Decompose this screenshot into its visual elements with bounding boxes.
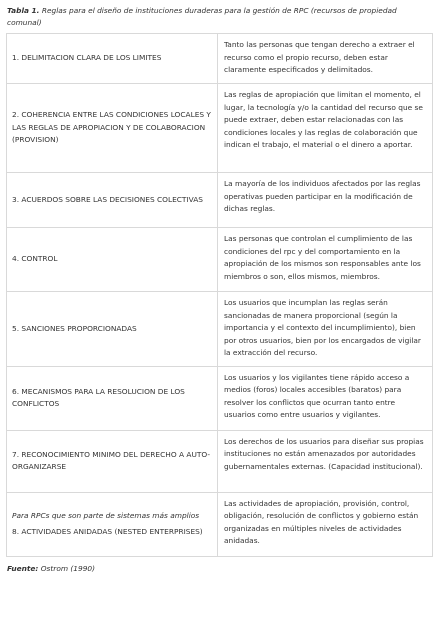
table-row — [7, 228, 433, 292]
table-row — [7, 84, 433, 173]
caption-text: Reglas para el diseño de instituciones duraderas para la gestión de RPC (recursos de propiedad comunal) — [7, 6, 397, 27]
description-text: Los usuarios y los vigilantes tiene rápido acceso a medios (foros) locales accesibles (baratos) para resolver los conflictos que ocurran tanto entre usuarios como entre usuarios y vigilantes. — [224, 372, 410, 419]
source-label: Fuente: — [7, 563, 39, 573]
principle-label: 7. RECONOCIMIENTO MINIMO DEL DERECHO A AUTO-ORGANIZARSE — [12, 449, 211, 471]
description-cell — [218, 84, 433, 173]
principle-cell — [7, 430, 218, 492]
principles-table — [6, 33, 433, 557]
table-caption — [7, 5, 432, 29]
table-row — [7, 430, 433, 492]
description-cell — [218, 430, 433, 492]
description-cell — [218, 173, 433, 228]
table-row — [7, 34, 433, 84]
principle-label: 4. CONTROL — [12, 254, 58, 264]
principle-label: 5. SANCIONES PROPORCIONADAS — [12, 323, 137, 333]
principle-label: 6. MECANISMOS PARA LA RESOLUCION DE LOS CONFLICTOS — [12, 386, 185, 408]
description-cell — [218, 292, 433, 367]
principle-label: 3. ACUERDOS SOBRE LAS DECISIONES COLECTIVAS — [12, 194, 203, 204]
table-row — [7, 173, 433, 228]
caption-label: Tabla 1. — [7, 6, 40, 15]
description-cell — [218, 366, 433, 430]
description-text: La mayoría de los individuos afectados por las reglas operativas pueden participar en la modificación de dichas reglas. — [224, 179, 421, 213]
principle-cell — [7, 228, 218, 292]
principle-label: 2. COHERENCIA ENTRE LAS CONDICIONES LOCALES Y LAS REGLAS DE APROPIACION Y DE COLABORACION (PROVISION) — [12, 110, 211, 145]
table-row — [7, 292, 433, 367]
description-cell — [218, 228, 433, 292]
description-text: Las actividades de apropiación, provisión, control, obligación, resolución de conflictos y gobierno están organizadas en múltiples niveles de actividades anidadas. — [224, 498, 419, 545]
principle-label: 8. ACTIVIDADES ANIDADAS (NESTED ENTERPRISES) — [12, 527, 203, 536]
description-text: Tanto las personas que tengan derecho a extraer el recurso como el propio recurso, deben estar claramente especificados y delimitados. — [224, 40, 415, 74]
principle-label: 1. DELIMITACION CLARA DE LOS LIMITES — [12, 53, 162, 63]
table-source — [7, 563, 436, 575]
principle-note: Para RPCs que son parte de sistemas más amplios — [12, 510, 200, 520]
description-text: Las personas que controlan el cumplimiento de las condiciones del rpc y del comportamiento en la apropiación de los mismos son responsables ante los miembros o son, ellos mismos, miembros. — [224, 234, 421, 281]
principle-cell — [7, 492, 218, 556]
table-row — [7, 492, 433, 556]
description-text: Los usuarios que incumplan las reglas serán sancionadas de manera proporcional (según la importancia y el contexto del incumplimiento), bien por otros usuarios, bien por los encargados de vigilar la extracción del recurso. — [224, 298, 421, 357]
principle-cell — [7, 34, 218, 84]
description-cell — [218, 34, 433, 84]
principle-cell — [7, 292, 218, 367]
table-body — [7, 34, 433, 557]
principle-cell — [7, 84, 218, 173]
description-text: Las reglas de apropiación que limitan el momento, el lugar, la tecnología y/o la cantidad del recurso que se puede extraer, deben estar relacionadas con las condiciones locales y las reglas de colaboración que indican el trabajo, el material o el dinero a aportar. — [224, 90, 423, 149]
table-row — [7, 366, 433, 430]
description-text: Los derechos de los usuarios para diseñar sus propias instituciones no están amenazados por autoridades gubernamentales externas. (Capacidad institucional). — [224, 436, 424, 471]
description-cell — [218, 492, 433, 556]
principle-cell — [7, 366, 218, 430]
source-text: Ostrom (1990) — [38, 563, 95, 573]
principle-cell — [7, 173, 218, 228]
